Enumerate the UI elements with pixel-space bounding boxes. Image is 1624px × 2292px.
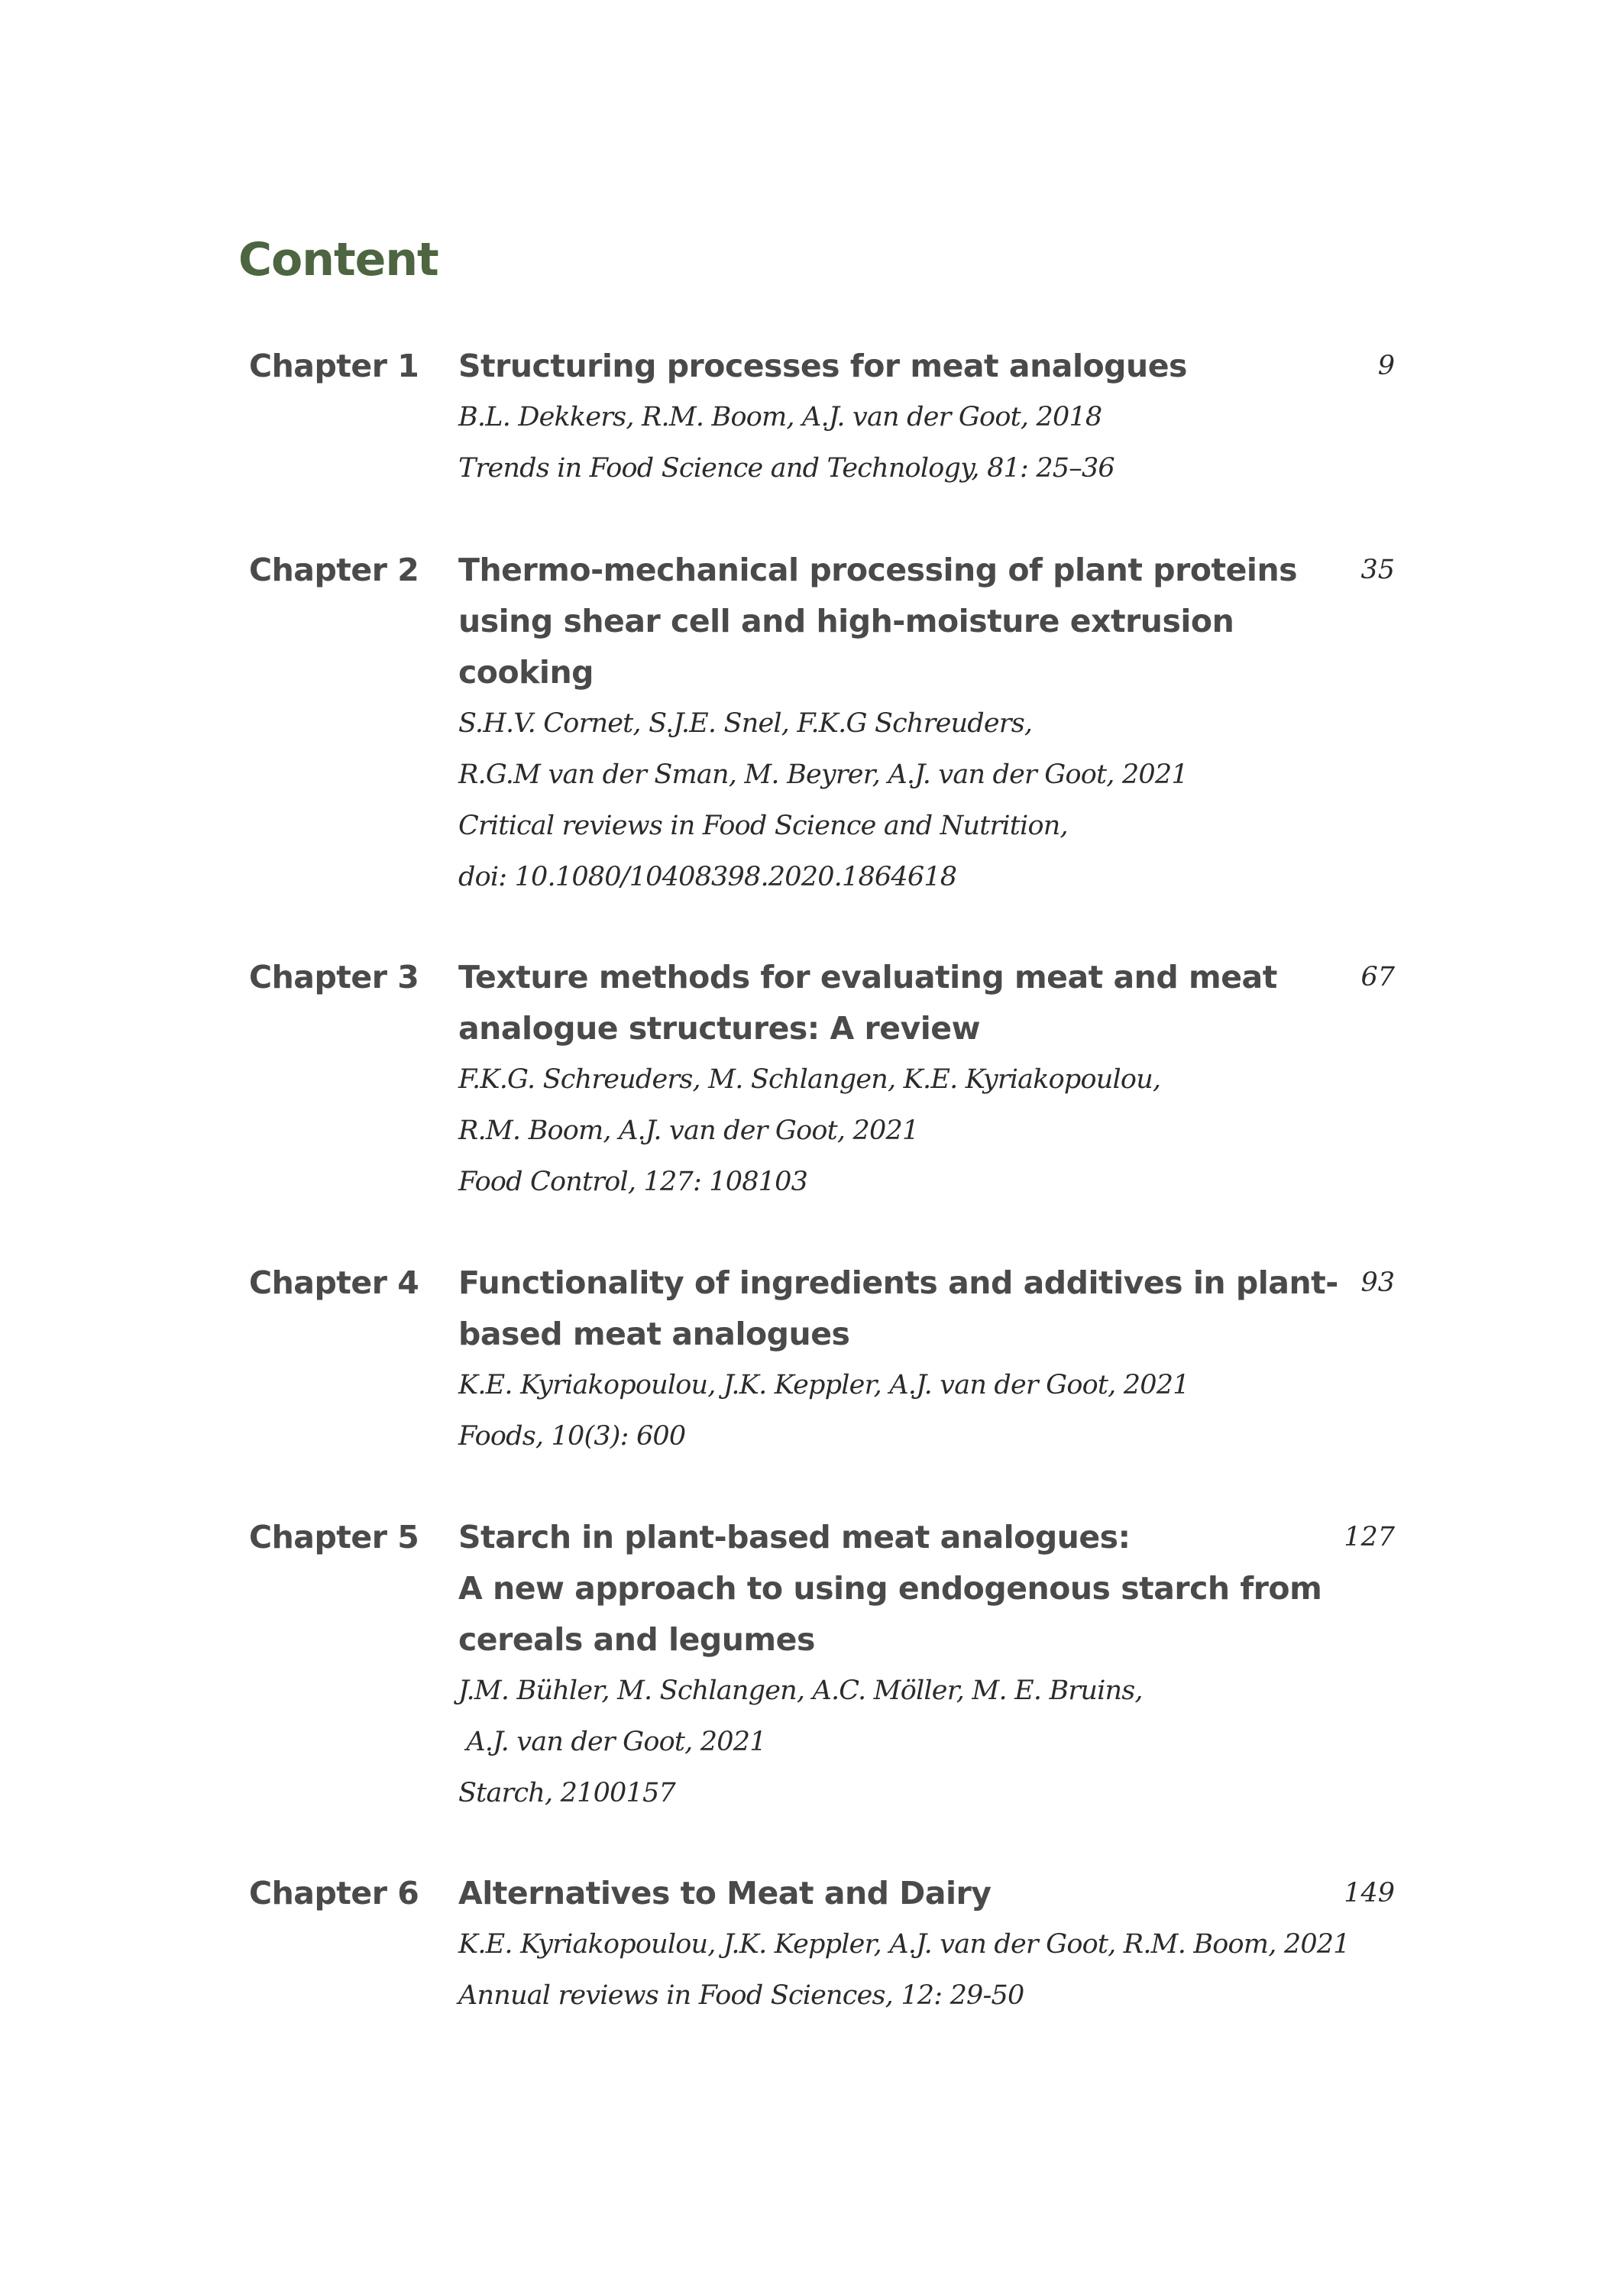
chapter-page-number: 93 [1360, 1267, 1395, 1298]
chapter-body [458, 545, 1314, 903]
chapter-journal: Food Control, 127: 108103 [458, 1167, 808, 1197]
chapter-journal: Trends in Food Science and Technology, 81: 25–36 [458, 453, 1114, 484]
chapter-label: Chapter 3 [249, 959, 419, 995]
chapter-title-line: based meat analogues [458, 1316, 850, 1352]
chapter-authors: A.J. van der Goot, 2021 [458, 1727, 766, 1757]
chapter-title[interactable] [458, 1512, 1322, 1666]
chapter-title-line: analogue structures: A review [458, 1010, 980, 1047]
chapter-label: Chapter 5 [249, 1519, 419, 1556]
chapter-title-line: Starch in plant-based meat analogues: [458, 1519, 1131, 1556]
chapter-title[interactable] [458, 545, 1314, 698]
chapter-title-line: Thermo-mechanical processing of plant proteins [458, 552, 1298, 588]
chapter-authors: S.H.V. Cornet, S.J.E. Snel, F.K.G Schreuders, [458, 708, 1033, 739]
chapter-journal: Foods, 10(3): 600 [458, 1421, 686, 1452]
chapter-doi: doi: 10.1080/10408398.2020.1864618 [458, 862, 957, 892]
chapter-page-number: 127 [1344, 1522, 1395, 1552]
chapter-page-number: 67 [1360, 962, 1395, 992]
chapter-label: Chapter 4 [249, 1264, 419, 1301]
chapter-title[interactable] [458, 1868, 1314, 1919]
chapter-body [458, 1258, 1338, 1462]
chapter-authors: K.E. Kyriakopoulou, J.K. Keppler, A.J. van der Goot, 2021 [458, 1370, 1189, 1400]
chapter-journal: Critical reviews in Food Science and Nutrition, [458, 811, 1068, 841]
chapter-body [458, 1868, 1350, 2022]
chapter-title-line: Texture methods for evaluating meat and meat [458, 959, 1277, 995]
chapter-label: Chapter 1 [249, 348, 419, 384]
chapter-journal: Starch, 2100157 [458, 1778, 675, 1808]
chapter-authors: F.K.G. Schreuders, M. Schlangen, K.E. Kyriakopoulou, [458, 1064, 1161, 1095]
chapter-title-line: cooking [458, 654, 594, 691]
page-title: Content [238, 233, 438, 286]
chapter-authors: R.G.M van der Sman, M. Beyrer, A.J. van der Goot, 2021 [458, 759, 1188, 790]
chapter-title-line: Functionality of ingredients and additives in plant- [458, 1264, 1338, 1301]
chapter-journal: Annual reviews in Food Sciences, 12: 29-50 [458, 1980, 1024, 2011]
chapter-authors: R.M. Boom, A.J. van der Goot, 2021 [458, 1115, 919, 1146]
chapter-label: Chapter 6 [249, 1875, 419, 1912]
chapter-page-number: 35 [1360, 555, 1395, 585]
chapter-title-line: Structuring processes for meat analogues [458, 348, 1187, 384]
chapter-authors: K.E. Kyriakopoulou, J.K. Keppler, A.J. van der Goot, R.M. Boom, 2021 [458, 1929, 1350, 1960]
chapter-title[interactable] [458, 1258, 1338, 1360]
chapter-title[interactable] [458, 341, 1314, 392]
chapter-title-line: A new approach to using endogenous starch from [458, 1570, 1322, 1607]
chapter-page-number: 149 [1344, 1878, 1395, 1908]
chapter-label: Chapter 2 [249, 552, 419, 588]
chapter-body [458, 341, 1314, 494]
chapter-title[interactable] [458, 952, 1314, 1054]
chapter-body [458, 952, 1314, 1208]
chapter-title-line: using shear cell and high-moisture extrusion [458, 603, 1234, 639]
chapter-authors: J.M. Bühler, M. Schlangen, A.C. Möller, M. E. Bruins, [458, 1675, 1143, 1706]
chapter-title-line: cereals and legumes [458, 1621, 815, 1658]
chapter-body [458, 1512, 1322, 1819]
chapter-authors: B.L. Dekkers, R.M. Boom, A.J. van der Goot, 2018 [458, 402, 1102, 432]
chapter-title-line: Alternatives to Meat and Dairy [458, 1875, 992, 1912]
chapter-page-number: 9 [1377, 351, 1395, 381]
